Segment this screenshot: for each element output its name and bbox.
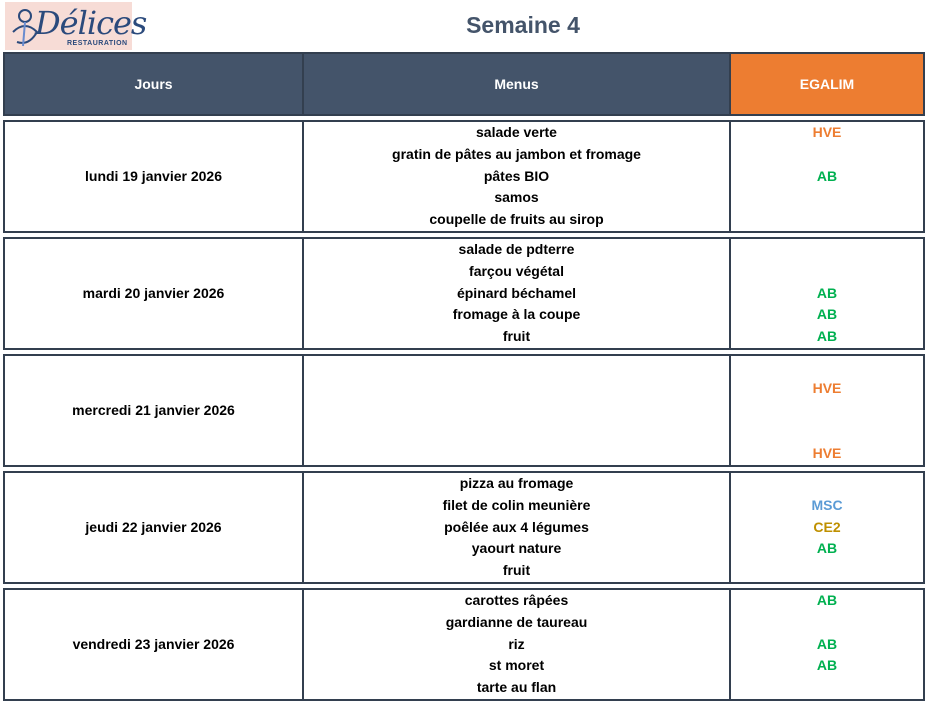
dish-item: yaourt nature <box>471 540 562 557</box>
dish-item: filet de colin meunière <box>442 496 591 513</box>
egalim-label: AB <box>816 284 838 301</box>
egalim-label: AB <box>816 591 838 608</box>
page-title: Semaine 4 <box>466 12 580 38</box>
column-header-jours: Jours <box>4 53 303 115</box>
dish-item: gardianne de taureau <box>445 613 588 630</box>
egalim-label: AB <box>816 328 838 345</box>
egalim-label <box>731 677 923 699</box>
dish-item: coupelle de fruits au sirop <box>429 211 604 228</box>
dish-item: fromage à la coupe <box>452 306 581 323</box>
egalim-label <box>731 400 923 422</box>
egalim-cell <box>730 472 924 583</box>
dish-item: fruit <box>502 328 531 345</box>
table-row <box>4 589 924 700</box>
dish-item <box>304 400 729 422</box>
dish-item <box>304 356 729 378</box>
day-cell: jeudi 22 janvier 2026 <box>4 472 303 583</box>
column-header-egalim: EGALIM <box>730 53 924 115</box>
dish-item: fruit <box>502 562 531 579</box>
menu-table <box>3 52 925 701</box>
egalim-label: HVE <box>812 379 842 396</box>
dish-item: gratin de pâtes au jambon et fromage <box>392 145 641 162</box>
egalim-label <box>731 144 923 166</box>
header-row <box>4 53 924 115</box>
day-cell: lundi 19 janvier 2026 <box>4 121 303 232</box>
egalim-cell <box>730 238 924 349</box>
table-row <box>4 472 924 583</box>
dish-item <box>304 421 729 443</box>
egalim-label: AB <box>816 540 838 557</box>
delices-logo <box>5 2 147 50</box>
egalim-label <box>731 209 923 231</box>
dish-item: pizza au fromage <box>459 474 574 491</box>
dish-item: poêlée aux 4 légumes <box>444 518 589 535</box>
egalim-label <box>731 421 923 443</box>
dish-item: salade de pdterre <box>458 240 575 257</box>
egalim-label: HVE <box>812 445 842 462</box>
menu-cell <box>303 121 730 232</box>
logo-subtext: RESTAURATION <box>67 40 128 47</box>
egalim-cell <box>730 589 924 700</box>
egalim-label: HVE <box>812 124 842 140</box>
day-cell: vendredi 23 janvier 2026 <box>4 589 303 700</box>
logo-text: Délices <box>35 4 147 42</box>
menu-cell <box>303 238 730 349</box>
dish-item <box>304 443 729 465</box>
column-header-menus: Menus <box>303 53 730 115</box>
dish-item: pâtes BIO <box>483 167 550 184</box>
egalim-cell <box>730 355 924 466</box>
egalim-label: MSC <box>811 496 843 513</box>
egalim-label <box>731 560 923 582</box>
dish-item: épinard béchamel <box>456 284 577 301</box>
egalim-label <box>731 473 923 495</box>
egalim-label: CE2 <box>813 518 841 535</box>
egalim-label: AB <box>816 167 838 184</box>
dish-item: farçou végétal <box>469 262 564 279</box>
dish-item <box>304 378 729 400</box>
table-row <box>4 355 924 466</box>
dish-item: riz <box>508 635 525 652</box>
egalim-label: AB <box>816 657 838 674</box>
dish-item: st moret <box>488 657 545 674</box>
menu-cell <box>303 355 730 466</box>
dish-item: carottes râpées <box>464 591 569 608</box>
egalim-label <box>731 356 923 378</box>
egalim-cell <box>730 121 924 232</box>
egalim-label: AB <box>816 306 838 323</box>
dish-item: salade verte <box>476 124 557 140</box>
egalim-label <box>731 612 923 634</box>
day-cell: mercredi 21 janvier 2026 <box>4 355 303 466</box>
menu-cell <box>303 589 730 700</box>
day-cell: mardi 20 janvier 2026 <box>4 238 303 349</box>
menu-cell <box>303 472 730 583</box>
table-row <box>4 121 924 232</box>
egalim-label <box>731 261 923 283</box>
egalim-label: AB <box>816 635 838 652</box>
dish-item: tarte au flan <box>476 679 557 696</box>
dish-item: samos <box>494 189 539 206</box>
table-row <box>4 238 924 349</box>
egalim-label <box>731 187 923 209</box>
egalim-label <box>731 239 923 261</box>
